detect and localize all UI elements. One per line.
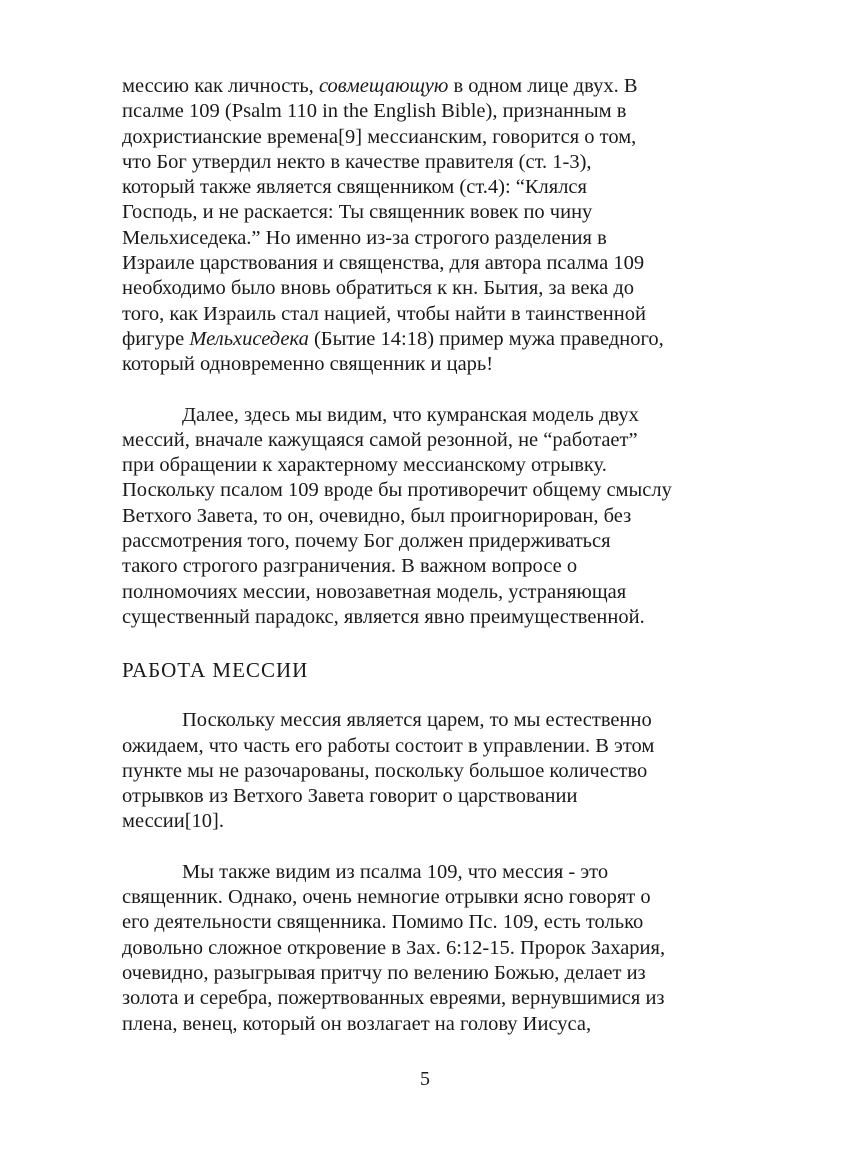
text-line: того, как Израиль стал нацией, чтобы найти в таинственной bbox=[122, 302, 646, 325]
text-line: Мы также видим из псалма 109, что мессия - это bbox=[182, 860, 609, 883]
paragraph-gap bbox=[122, 630, 742, 655]
text-line: пункте мы не разочарованы, поскольку большое количество bbox=[122, 759, 648, 782]
text-line: что Бог утвердил некто в качестве правителя (ст. 1-3), bbox=[122, 150, 592, 173]
text-line: существенный парадокс, является явно преимущественной. bbox=[122, 605, 645, 628]
paragraph-2 bbox=[122, 403, 742, 631]
text-line: плена, венец, который он возлагает на голову Иисуса, bbox=[122, 1012, 592, 1035]
paragraph-1 bbox=[122, 74, 742, 378]
text-line: Поскольку псалом 109 вроде бы противоречит общему смыслу bbox=[122, 479, 672, 502]
text-span: мессию как личность, bbox=[122, 75, 319, 97]
text-span: фигуре bbox=[122, 327, 190, 350]
text-line: мессий, вначале кажущаяся самой резонной, не “работает” bbox=[122, 428, 638, 451]
text-line: Поскольку мессия является царем, то мы естественно bbox=[182, 709, 652, 732]
text-line: рассмотрения того, почему Бог должен придерживаться bbox=[122, 530, 611, 553]
text-line: дохристианские времена[9] мессианским, говорится о том, bbox=[122, 125, 637, 148]
page-number: 5 bbox=[420, 1068, 430, 1090]
text-line: его деятельности священника. Помимо Пс. 109, есть только bbox=[122, 911, 644, 934]
paragraph-gap bbox=[122, 378, 742, 403]
text-line: Израиле царствования и священства, для автора псалма 109 bbox=[122, 252, 645, 275]
italic-term: Мельхиседека bbox=[189, 327, 309, 350]
text-line: мессии[10]. bbox=[122, 810, 224, 833]
text-line: ожидаем, что часть его работы состоит в управлении. В этом bbox=[122, 734, 655, 757]
paragraph-3 bbox=[122, 708, 742, 834]
text-line bbox=[122, 327, 742, 352]
paragraph-gap bbox=[122, 835, 742, 860]
text-line: довольно сложное откровение в Зах. 6:12-15. Пророк Захария, bbox=[122, 936, 666, 959]
page-body bbox=[122, 74, 742, 1037]
text-line: очевидно, разыгрывая притчу по велению Божью, делает из bbox=[122, 961, 646, 984]
text-line: необходимо было вновь обратиться к кн. Бытия, за века до bbox=[122, 277, 635, 300]
text-line: священник. Однако, очень немногие отрывки ясно говорят о bbox=[122, 886, 651, 909]
text-line: золота и серебра, пожертвованных евреями, вернувшимися из bbox=[122, 987, 665, 1010]
paragraph-gap bbox=[122, 683, 742, 708]
text-line: который также является священником (ст.4): “Клялся bbox=[122, 176, 587, 199]
paragraph-4 bbox=[122, 860, 742, 1037]
section-heading: РАБОТА МЕССИИ bbox=[122, 658, 309, 683]
text-span: (Бытие 14:18) пример мужа праведного, bbox=[308, 327, 664, 350]
text-line: Мельхиседека.” Но именно из-за строгого разделения в bbox=[122, 226, 607, 249]
text-line: Далее, здесь мы видим, что кумранская модель двух bbox=[182, 403, 639, 426]
text-line: Ветхого Завета, то он, очевидно, был проигнорирован, без bbox=[122, 504, 632, 527]
text-span: в одном лице двух. В bbox=[448, 75, 638, 97]
text-line: полномочиях мессии, новозаветная модель, устраняющая bbox=[122, 580, 627, 603]
text-line: Господь, и не раскается: Ты священник вовек по чину bbox=[122, 201, 593, 224]
text-line: отрывков из Ветхого Завета говорит о царствовании bbox=[122, 785, 578, 808]
text-line: такого строгого разграничения. В важном вопросе о bbox=[122, 555, 578, 578]
text-line: который одновременно священник и царь! bbox=[122, 353, 494, 376]
italic-term: совмещающую bbox=[318, 75, 449, 97]
text-line bbox=[122, 74, 742, 99]
text-line: псалме 109 (Psalm 110 in the English Bible), признанным в bbox=[122, 100, 627, 123]
text-line: при обращении к характерному мессианскому отрывку. bbox=[122, 454, 607, 477]
